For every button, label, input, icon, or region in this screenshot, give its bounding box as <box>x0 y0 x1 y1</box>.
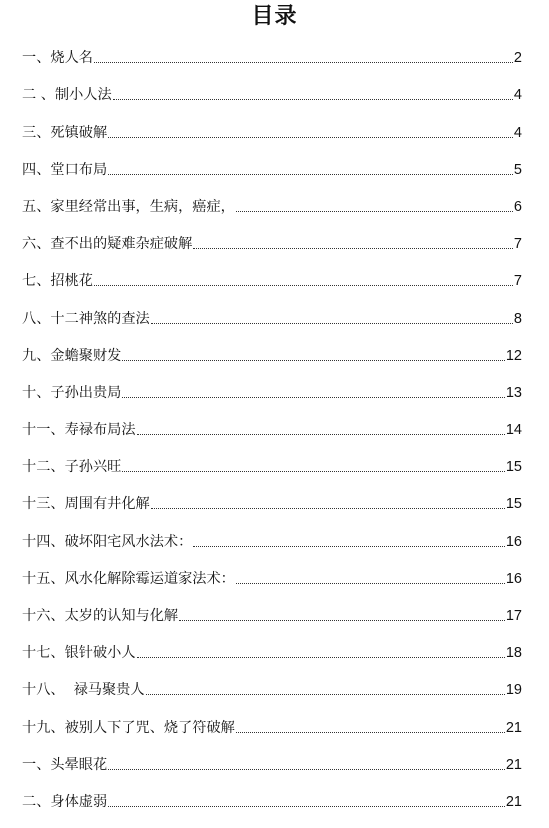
toc-entry-page-number: 8 <box>513 310 522 327</box>
toc-entry-label: 十六、太岁的认知与化解 <box>22 608 179 624</box>
toc-entry-page-number: 7 <box>513 273 522 290</box>
toc-entry-label: 三、死镇破解 <box>22 124 108 141</box>
toc-entry[interactable] <box>22 108 522 145</box>
toc-entry-label: 十七、银针破小人 <box>22 645 136 662</box>
toc-entry-label: 一、头晕眼花 <box>22 756 108 773</box>
toc-entry-page-number: 21 <box>505 719 522 736</box>
toc-entry-label: 十一、寿禄布局法 <box>22 422 136 439</box>
toc-entry-page-number: 16 <box>505 570 522 587</box>
toc-entry-label: 十九、被别人下了咒、烧了符破解 <box>22 719 235 736</box>
toc-entry[interactable] <box>22 778 522 815</box>
toc-entry-label: 七、招桃花 <box>22 273 93 290</box>
dot-leader <box>151 508 505 509</box>
dot-leader <box>108 137 513 138</box>
toc-entry-label: 十二、子孙兴旺 <box>22 459 122 476</box>
toc-entry[interactable] <box>22 741 522 778</box>
dot-leader <box>193 248 513 249</box>
toc-entry[interactable] <box>22 34 522 71</box>
toc-entry[interactable] <box>22 517 522 554</box>
dot-leader <box>122 397 505 398</box>
dot-leader <box>94 62 513 63</box>
dot-leader <box>236 211 513 212</box>
dot-leader <box>236 732 505 733</box>
dot-leader <box>122 360 505 361</box>
dot-leader <box>193 546 505 547</box>
toc-entry[interactable] <box>22 406 522 443</box>
toc-entry-label: 十三、周围有井化解 <box>22 496 150 513</box>
toc-entry-page-number: 7 <box>513 236 522 253</box>
toc-entry[interactable] <box>22 443 522 480</box>
dot-leader <box>236 583 505 584</box>
dot-leader <box>94 285 513 286</box>
toc-entry-page-number: 15 <box>505 496 522 513</box>
toc-entry-label: 十、子孙出贵局 <box>22 384 122 401</box>
toc-entry-label: 二 、制小人法 <box>22 87 112 104</box>
toc-entry-page-number: 12 <box>505 347 522 364</box>
toc-entry[interactable] <box>22 555 522 592</box>
toc-entry[interactable] <box>22 592 522 629</box>
toc-entry-label: 十八、 禄马聚贵人 <box>22 682 145 699</box>
toc-entry[interactable] <box>22 332 522 369</box>
toc-entry-label: 四、堂口布局 <box>22 161 108 178</box>
toc-entry-page-number: 15 <box>505 459 522 476</box>
toc-entry-label: 十四、破坏阳宅风水法术： <box>22 533 193 550</box>
toc-entry-page-number: 21 <box>505 793 522 810</box>
toc-entry-label: 六、查不出的疑难杂症破解 <box>22 236 193 253</box>
toc-entry-page-number: 6 <box>513 198 522 215</box>
toc-entry-page-number: 16 <box>505 533 522 550</box>
dot-leader <box>137 434 505 435</box>
toc-entry-page-number: 21 <box>505 756 522 773</box>
toc-entry-label: 一、烧人名 <box>22 50 93 67</box>
page-title: 目录 <box>251 4 298 29</box>
toc-entry-page-number: 19 <box>505 682 522 699</box>
toc-entry-label: 十五、风水化解除霉运道家法术： <box>22 570 235 587</box>
dot-leader <box>108 769 505 770</box>
dot-leader <box>108 174 513 175</box>
toc-entry[interactable] <box>22 294 522 331</box>
toc-entry-page-number: 14 <box>505 422 522 439</box>
dot-leader <box>137 657 505 658</box>
toc-entry[interactable] <box>22 369 522 406</box>
toc-entry-page-number: 4 <box>513 124 522 141</box>
toc-entry-page-number: 18 <box>505 645 522 662</box>
toc-entry[interactable] <box>22 71 522 108</box>
toc-entry[interactable] <box>22 220 522 257</box>
toc-entry-page-number: 4 <box>513 87 522 104</box>
dot-leader <box>151 323 513 324</box>
dot-leader <box>108 806 505 807</box>
toc-entry[interactable] <box>22 629 522 666</box>
dot-leader <box>113 99 513 100</box>
toc-entry[interactable] <box>22 146 522 183</box>
toc-entry-label: 五、家里经常出事，生病，癌症， <box>22 198 235 215</box>
toc-entry[interactable] <box>22 183 522 220</box>
toc-entry[interactable] <box>22 257 522 294</box>
toc-entry-page-number: 5 <box>513 161 522 178</box>
dot-leader <box>122 471 505 472</box>
toc-entry[interactable] <box>22 480 522 517</box>
toc-entry-page-number: 2 <box>513 50 522 67</box>
toc-entry[interactable] <box>22 703 522 740</box>
toc-entry-page-number: 13 <box>505 384 522 401</box>
toc-entry-label: 二、身体虚弱 <box>22 793 108 810</box>
toc-entry-label: 九、金蟾聚财发 <box>22 347 122 364</box>
table-of-contents <box>22 34 522 815</box>
dot-leader <box>179 620 505 621</box>
toc-entry[interactable] <box>22 666 522 703</box>
dot-leader <box>146 694 505 695</box>
toc-entry-label: 八、十二神煞的查法 <box>22 310 150 327</box>
toc-entry-page-number: 17 <box>505 608 522 624</box>
